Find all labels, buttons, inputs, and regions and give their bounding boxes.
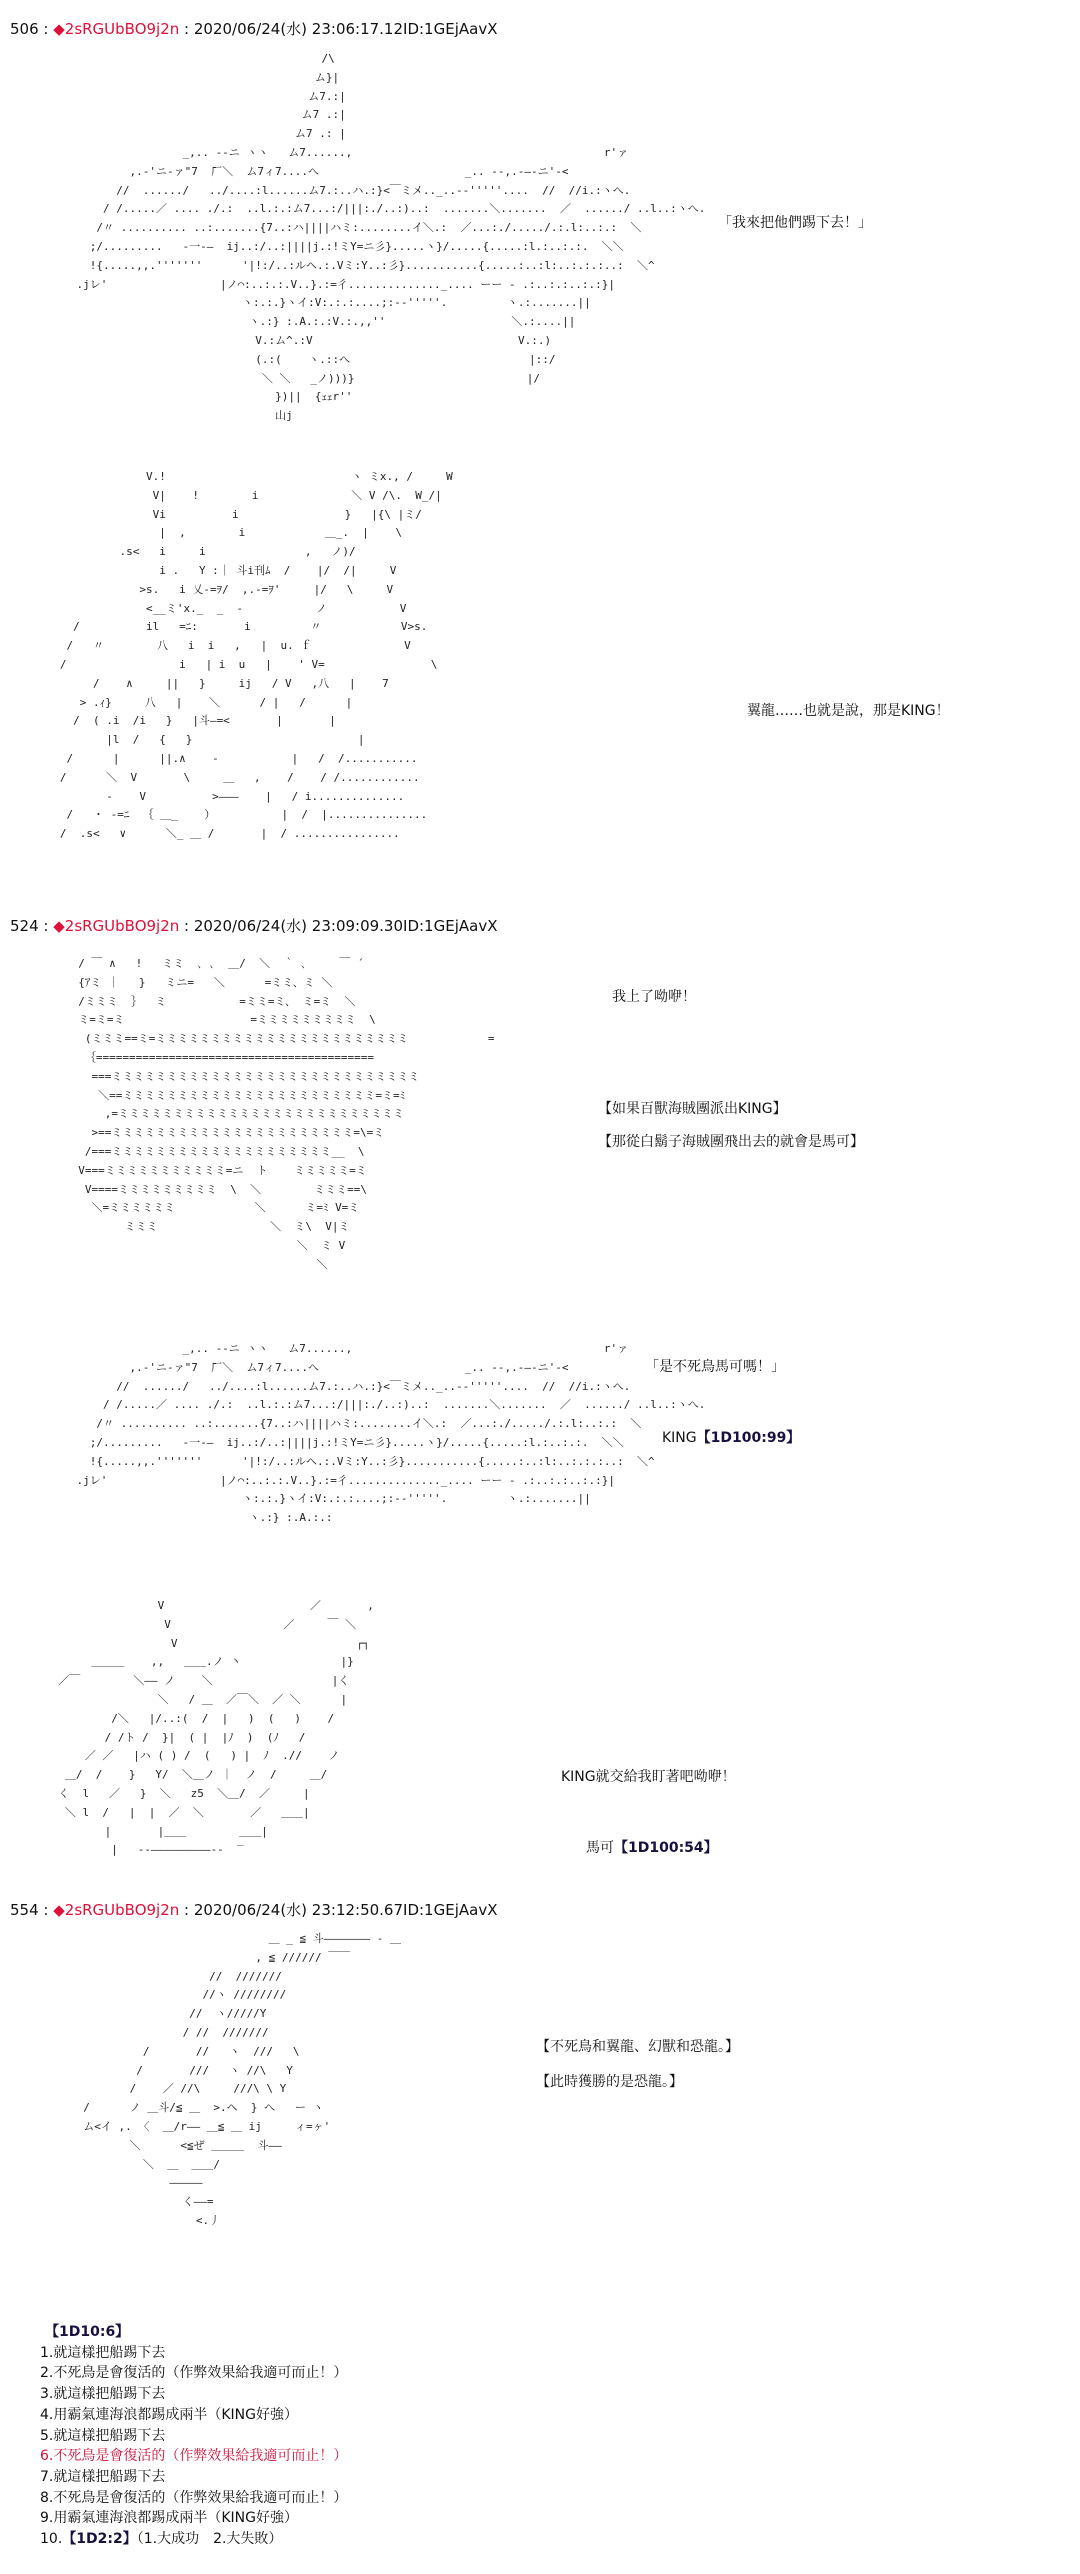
dice-roll: 【1D2:2】 [62,2531,137,2548]
dice-result-king [662,1427,800,1447]
separator: : [38,917,54,935]
ascii-art-phoenix: / ￣ ∧ ! ミミ ､ ､ ＿/ ＼ ｀ ､ ￣ ´ {ｱミ ｜ } ミニ= ＼ =ミミ、ミ ＼ /ミミミ ｝ ミ =ミミ=ミ、 ミ=ミ ＼ ミ=ミ=ミ =ミミミミミミミミミ \ (ミミミ==ミ=ミミミミミミミミミミミミミミミミミミミミミミミ = ｛========================================== ===ミミミミミミミミミミミミミミミミミミミミミミミミミミミミ ＼==ミミミミミミミミミミミミミミミミミミミミミミミ=ミ=ﾐ ,=ミミミミミミミミミミミミミミミミミミミミミミミミミミ >==ミミミミミミミミミミミミミミミミミミミミミミ=\=ミ /===ミミミミミミミミミミミミミミミミミミミミ__ \ V===ミミミミミミミミミミミ=ニ ト ミミミミミ=ミ V====ミミミミミミミミミ \ ＼ ミミミ==\ ＼=ミミミミミミ ＼ ミ=ﾐ V=ミ ミミミ ＼ ミ\ V|ミ ＼ ミ V ＼ [78,957,495,1271]
ascii-art-pteranodon-2: _,.. --ニ ヽヽ ム7......, r'ァ ,.-'ニ-ァ"7 ̄厂＼ ム7ィ7....へ _.. --,.-―-ニ'-< // ....../ ../....:l......ム7.:..ハ.:}<￣ミメ.._..--'''''.... // //i.:ヽへ. / /.....／ .... ./.: ..l.:.:ム7...:/|||:./..:)..: .......＼....... ／ ....../ ..l..:ヽへ. /〃 .......... ..:.......{7..:ハ||||ハミ:........イ＼.: ／...:./...../.:.l:..:.: ＼ ;/......... ‐一‐― ij..:/..:||||j.:!ミY=ニ彡}.....ヽ}/.....{.....:l.:..:.:. ＼＼ !{.....,,.''''''' '|!:/..:ルヘ.:.Vミ:Y..:彡}...........{.....:..:l:..:.:.:..: ＼^ .jレ' |ノ⌒:..:.:.V..}.:=彳.............._.... ーー ‐ .:..:.:..:.:}| ヽ:.:.}ヽイ:V:.:.:....;:--'''''. ヽ.:.......|| ヽ.:} :.A.:.: [76,1342,706,1525]
narration-line: 【如果百獸海賊團派出KING】 [598,1101,787,1117]
option-number: 10. [40,2531,63,2548]
option-outcomes: （1.大成功 2.大失敗） [136,2531,283,2548]
dialogue-line: 翼龍……也就是說，那是KING！ [747,703,950,719]
post-number: 554 [10,1901,39,1919]
post-meta: : 2020/06/24(水) 23:12:50.67ID:1GEjAavX [179,1901,498,1919]
vote-dice-result: 【1D10:6】 [45,2324,130,2340]
vote-option: 7.就這樣把船踢下去 [40,2468,166,2485]
post-number: 524 [10,917,39,935]
dice-result-marco [586,1837,718,1857]
post-header-524 [10,915,497,936]
dialogue-line: KING就交給我盯著吧呦咿！ [561,1769,736,1785]
poster-trip[interactable]: ◆2sRGUbBO9j2n [53,20,180,38]
post-number: 506 [10,20,39,38]
narration-line: 【不死鳥和翼龍、幻獸和恐龍。】 [536,2039,739,2055]
post-meta: : 2020/06/24(水) 23:09:09.30ID:1GEjAavX [179,917,498,935]
dialogue-line: 「我來把他們踢下去！」 [718,215,872,231]
character-name: KING [662,1430,697,1446]
character-name: 馬可 [586,1840,614,1856]
dialogue-line: 「是不死鳥馬可嗎！」 [645,1359,785,1375]
dice-roll: 【1D100:99】 [696,1430,801,1446]
vote-option: 9.用霸氣連海浪都踢成兩半（KING好強） [40,2510,298,2527]
narration-line: 【那從白鬍子海賊團飛出去的就會是馬可】 [598,1134,864,1150]
post-meta: : 2020/06/24(水) 23:06:17.12ID:1GEjAavX [179,20,498,38]
vote-option-selected: 6.不死鳥是會復活的（作弊效果給我適可而止！） [40,2448,348,2465]
dice-roll: 【1D100:54】 [614,1840,718,1856]
narration-line: 【此時獲勝的是恐龍。】 [536,2074,683,2090]
post-header-554 [10,1899,497,1920]
vote-option-10 [40,2529,347,2550]
separator: : [38,20,54,38]
poster-trip[interactable]: ◆2sRGUbBO9j2n [53,1901,180,1919]
vote-option: 4.用霸氣連海浪都踢成兩半（KING好強） [40,2406,298,2423]
ascii-art-dinosaur: ＿ _ ≦ 斗――――――― ‐ ＿ , ≦ ////// ￣￣ // /////// //ヽ //////// // ヽ/////Y / // /////// / // ヽ /// \ / /// ヽ //\ Y / ／ //\ ///\ \ Y / ノ ＿斗/≦ ＿ >.ヘ } へ ー ヽ ム<イ ,. 〈 ＿/r―― ＿≦ ＿ ij ィ=ヶ' ＼ <≦ぜ ＿＿＿ 斗―― ＼ ＿ ＿＿/ ――――― く――= <.丿 [83,1932,402,2227]
vote-option: 2.不死鳥是會復活的（作弊效果給我適可而止！） [40,2365,348,2382]
vote-option: 5.就這樣把船踢下去 [40,2427,166,2444]
ascii-art-marco: V ／ , V ／ ￣ ＼ V ┌┐ ＿＿＿ ,, ＿＿.ノ 丶 |} ／￣ ＼―― ノ ＼ |く ＼ / ＿ ／￣＼ ／ ＼ | /＼ |/..:( / | ) ( ) / / /ト / }| ( | |ﾉ ) (ﾉ / ／ ／ |ハ ( ) / ( ) | ﾉ .// ノ ＿/ / } Y/ ＼＿ノ ｜ ノ / ＿/ く l ／ } ＼ z5 ＼＿/ ／ | ＼ l / | | ／ ＼ ／ ＿＿| | |＿＿ ＿＿| | ‐‐―――――――――‐‐ ‾ [58,1599,374,1857]
dialogue-line: 我上了呦咿！ [612,989,696,1005]
poster-trip[interactable]: ◆2sRGUbBO9j2n [53,917,180,935]
post-header-506 [10,18,497,39]
separator: : [38,1901,54,1919]
ascii-art-pteranodon: /\ ム}| ム7.:| ム7 .:| ム7 .: | _,.. --ニ ヽヽ ム7......, r'ァ ,.-'ニ-ァ"7 ̄厂＼ ム7ィ7....へ _.. --,.-―-ニ'-< // ....../ ../....:l......ム7.:..ハ.:}<￣ミメ.._..--'''''.... // //i.:ヽへ. / /.....／ .... ./.: ..l.:.:ム7...:/|||:./..:)..: .......＼....... ／ ....../ ..l..:ヽへ. /〃 .......... ..:.......{7..:ハ||||ハミ:........イ＼.: ／...:./...../.:.l:..:.: ＼ ;/......... ‐一‐― ij..:/..:||||j.:!ミY=ニ彡}.....ヽ}/.....{.....:l.:..:.:. ＼＼ !{.....,,.''''''' '|!:/..:ルヘ.:.Vミ:Y..:彡}...........{.....:..:l:..:.:.:..: ＼^ .jレ' |ノ⌒:..:.:.V..}.:=彳.............._.... ーー ‐ .:..:.:..:.:}| ヽ:.:.}ヽイ:V:.:.:....;:--'''''. ヽ.:.......|| ヽ.:} :.A.:.:V.:.,,'' ＼.:....|| V.:ム^.:V V.:.) (.:( ヽ.::へ |::/ ＼ ＼ _ノ)))} |/ })|| {ｪｪr'' 山j [76,52,706,423]
ascii-art-king: V.! ヽ ミx., / W V| ! i ＼ V /\. W_/| Vi i } |{\ |ミ/ | , i ＿_. | \ .s< i i , ノ)/ i . Y :｜ 斗i刊ﾑ / |/ /| V >s. i 乂-=ｦ/ ,.-=ｦ' |/ \ V <__ミ'x._ _ - ノ V / il =ﾆ: i 〃 V>s. / 〃 八 i i , | u. ｆ V / i | i u | ' V= \ / ∧ || } ij / V ,八 | 7 > .ｨ} 八 | ＼ / | / | / ( .i /i } |斗―=< | | |l / { } | / | ||.∧ - | / /........... / ＼ V \ ＿ , / / /............ - V >――― | / i.............. / ・ -=ﾆ ｛ ＿_ ） | / |............... / .s< ∨ ＼_ ＿ / | / ................ [59,470,453,841]
vote-option: 8.不死鳥是會復活的（作弊效果給我適可而止！） [40,2489,348,2506]
vote-option: 3.就這樣把船踢下去 [40,2386,166,2403]
vote-list [40,2322,347,2550]
vote-option: 1.就這樣把船踢下去 [40,2344,166,2361]
